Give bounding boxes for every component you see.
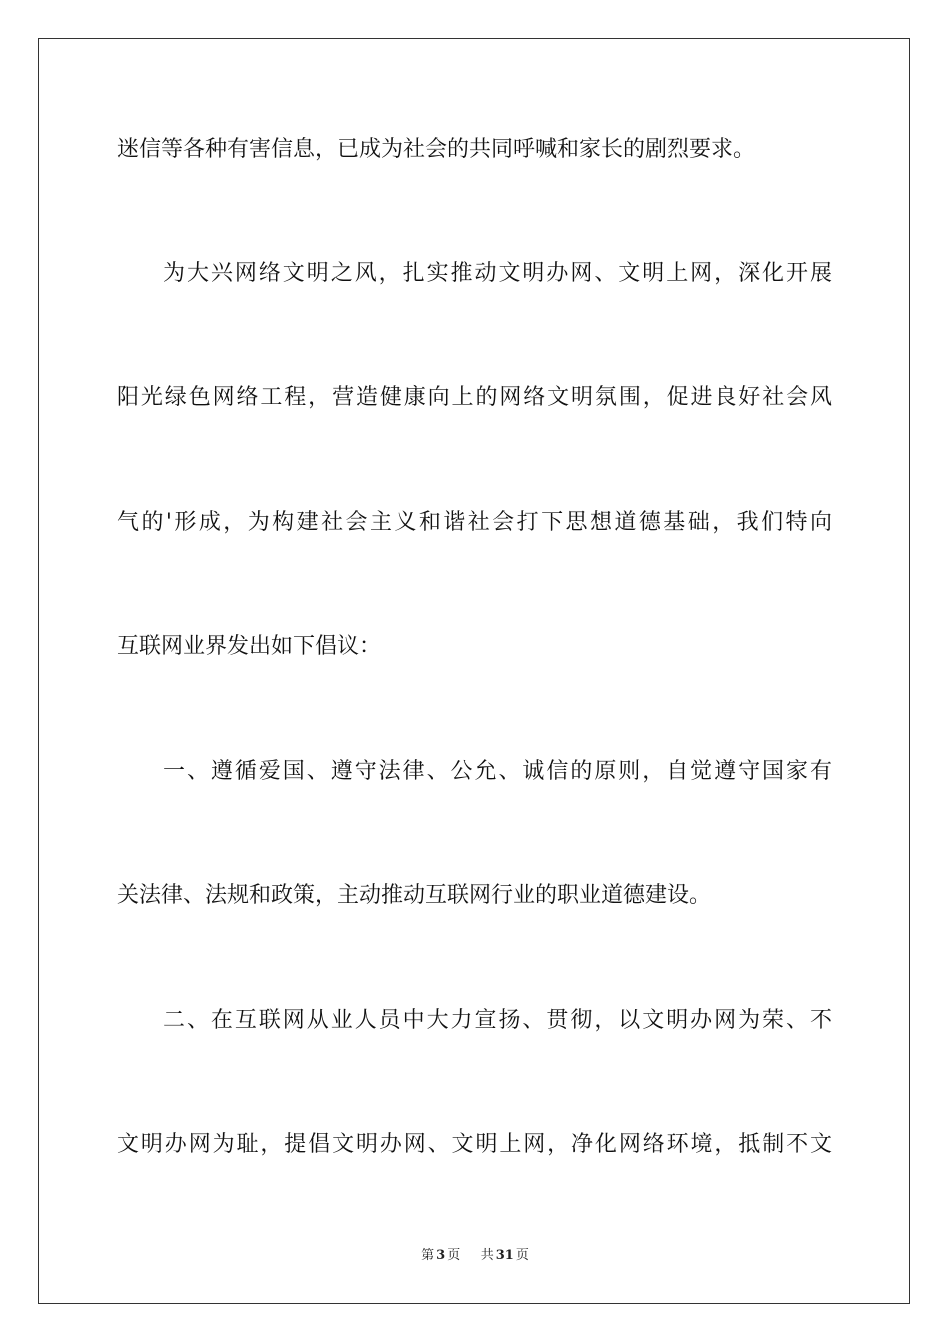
footer-total-suffix: 页 <box>515 1248 529 1263</box>
footer-page-prefix: 第 <box>421 1248 435 1263</box>
text-line-3: 阳光绿色网络工程，营造健康向上的网络文明氛围，促进良好社会风 <box>117 385 832 410</box>
page-footer <box>0 1244 950 1263</box>
page-border <box>38 38 910 1304</box>
text-line-2: 为大兴网络文明之风，扎实推动文明办网、文明上网，深化开展 <box>163 261 832 286</box>
text-line-6: 一、遵循爱国、遵守法律、公允、诚信的原则，自觉遵守国家有 <box>163 759 832 784</box>
text-line-7: 关法律、法规和政策，主动推动互联网行业的职业道德建设。 <box>117 883 712 908</box>
text-line-9: 文明办网为耻，提倡文明办网、文明上网，净化网络环境，抵制不文 <box>117 1132 832 1157</box>
footer-page-suffix: 页 <box>447 1248 461 1263</box>
text-line-8: 二、在互联网从业人员中大力宣扬、贯彻，以文明办网为荣、不 <box>163 1008 832 1033</box>
footer-page-number: 3 <box>436 1248 446 1263</box>
footer-total-prefix: 共 <box>480 1248 494 1263</box>
text-line-1: 迷信等各种有害信息，已成为社会的共同呼喊和家长的剧烈要求。 <box>117 137 756 162</box>
footer-total-pages: 31 <box>495 1248 514 1263</box>
text-line-4: 气的'形成，为构建社会主义和谐社会打下思想道德基础，我们特向 <box>117 510 832 535</box>
text-line-5: 互联网业界发出如下倡议： <box>117 634 382 659</box>
